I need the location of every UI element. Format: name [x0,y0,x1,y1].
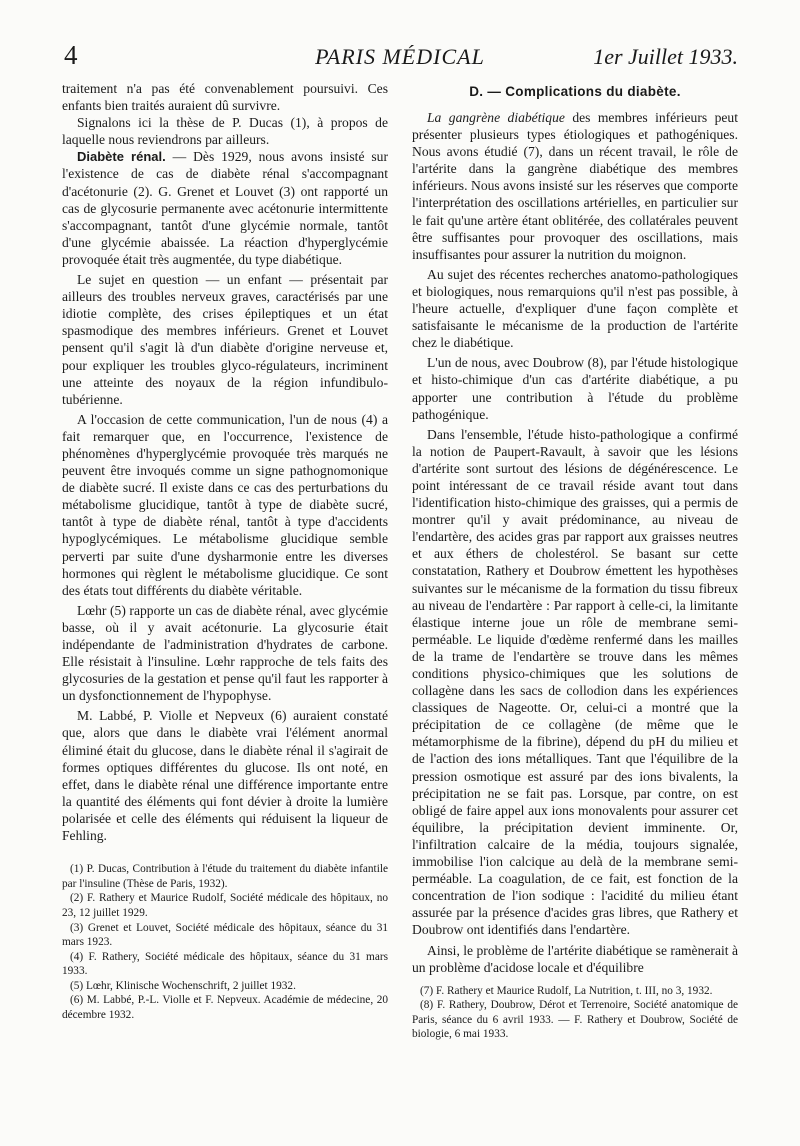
paragraph-gangrene [412,109,738,263]
italic-term: La gangrène diabétique [427,110,565,125]
paragraph: Le sujet en question — un enfant — présentait par ailleurs des troubles nerveux graves, caractérisés par une idiotie complète, des crises épileptiques et un état spasmodique des membres inférieurs. Grenet et Louvet pensent qu'il s'agit là d'un diabète d'origine nerveuse et, pour expliquer les troubles glyco-régulateurs, incriminent une atteinte des noyaux de la région infundibulo-tubérienne. [62,272,388,407]
left-column [62,80,388,1023]
subheading-renal-diabetes: Diabète rénal. [77,149,166,165]
paragraph: Lœhr (5) rapporte un cas de diabète rénal, avec glycémie basse, où il y avait acétonurie. La glycosurie était indépendante de l'administration d'hydrates de carbone. Elle résistait à l'insuline. Lœhr rapproche de tels faits des glycosuries de la gestation et pense qu'il faut les rapporter à un dysfonctionnement de l'hypophyse. [62,602,388,704]
paragraph-text: — Dès 1929, nous avons insisté sur l'existence de cas de diabète rénal s'accompagnant d'acétonurie (2). G. Grenet et Louvet (3) ont rapporté un cas de glycosurie permanente avec acétonurie intermittente s'accompagnant, tantôt d'une glycémie normale, tantôt d'une glycémie abaissée. La réaction d'hyperglycémie provoquée était très augmentée, du type diabétique. [62,149,388,267]
footnote: (1) P. Ducas, Contribution à l'étude du traitement du diabète infantile par l'insuline (Thèse de Paris, 1932). [62,863,388,890]
page-header [62,40,738,76]
paragraph: Ainsi, le problème de l'artérite diabétique se ramènerait à un problème d'acidose locale et d'équilibre [412,942,738,975]
journal-title: PARIS MÉDICAL [315,44,485,69]
section-title: D. — Complications du diabète. [469,84,681,99]
footnote: (7) F. Rathery et Maurice Rudolf, La Nutrition, t. III, no 3, 1932. [420,984,713,997]
paragraph: Dans l'ensemble, l'étude histo-pathologique a confirmé la notion de Paupert-Ravault, à savoir que les lésions d'artérite sont surtout des lésions de dégénérescence. Le point intéressant de ce travail réside avant tout dans l'identification histo-chimique des graisses, qui a permis de montrer qu'il y avait prédominance, au niveau de l'endartère, des acides gras par rapport aux graisses neutres et aux éthers de cholestérol. Se basant sur cette constatation, Rathery et Doubrow émettent les hypothèses suivantes sur le mécanisme de la formation du tissu fibreux au niveau de l'endartère : Par rapport à celle-ci, la limitante élastique interne joue un rôle de membrane semi-perméable. Le liquide d'œdème renfermé dans les mailles de la trame de l'endartère se trouve dans les mêmes conditions physico-chimiques que les solutions de collagène dans les sacs de collodion dans les expériences classiques de Nageotte. Or, celui-ci a montré que la précipitation de ce collagène (de même que le métamorphisme de la fibrine), dépend du pH du milieu et de l'action des ions métalliques. Tant que l'équilibre de la pression osmotique est assuré par des ions bivalents, la précipitation ne se fait pas. Lorsque, par contre, on est obligé de faire appel aux ions monovalents pour assurer cet équilibre, la précipitation devient imminente. Or, l'infiltration calcaire de la média, toujours signalée, immobilise l'ion calcique au delà de la membrane semi-perméable. La coagulation, de ce fait, est fonction de la concentration de l'ion sodique : l'acidité du milieu étant assurée par la présence d'acides gras libres, que Rathery et Doubrow ont identifiés dans l'endartère. [412,426,738,938]
footnote: (6) M. Labbé, P.-L. Violle et F. Nepveux. Académie de médecine, 20 décembre 1932. [62,994,388,1022]
footnote: (5) Lœhr, Klinische Wochenschrift, 2 juillet 1932. [70,979,296,992]
footnote: (4) F. Rathery, Société médicale des hôpitaux, séance du 31 mars 1933. [62,950,388,978]
paragraph: M. Labbé, P. Violle et Nepveux (6) auraient constaté que, alors que dans le diabète vrai l'élément anormal éliminé était du glucose, dans le diabète rénal il s'agirait de formes optiques différentes du glucose. Ils ont noté, en effet, dans le diabète rénal une différence importante entre la quantité des éléments qui font dévier à droite la lumière polarisée et celle des éléments qui réduisent la liqueur de Fehling. [62,708,388,844]
footnote: (8) F. Rathery, Doubrow, Dérot et Terrenoire, Société anatomique de Paris, séance du 6 avril 1933. — F. Rathery et Doubrow, Société de biologie, 6 mai 1933. [412,999,738,1041]
footnote: (3) Grenet et Louvet, Société médicale des hôpitaux, séance du 31 mars 1923. [62,921,388,949]
paragraph: Signalons ici la thèse de P. Ducas (1), à propos de laquelle nous reviendrons par ailleurs. [62,115,388,148]
paragraph: A l'occasion de cette communication, l'un de nous (4) a fait remarquer que, en l'occurrence, l'existence de phénomènes d'hyperglycémie provoquée très marqués ne peuvent être invoqués comme un signe pathognomonique de diabète sucré. Il existe dans ce cas des perturbations du métabolisme glucidique, tantôt à type de diabète sucré, tantôt à type de diabète rénal, tantôt à type d'accidents hypoglycémiques. Le métabolisme glucidique semble perverti par suite d'une dysharmonie entre les diverses hormones qui règlent le métabolisme glucidique. Ce sont des états tout différents du diabète véritable. [62,411,388,598]
footnote: (2) F. Rathery et Maurice Rudolf, Société médicale des hôpitaux, no 23, 12 juillet 1929. [62,892,388,919]
footnotes-right [412,984,738,1042]
paragraph: traitement n'a pas été convenablement poursuivi. Ces enfants bien traités auraient dû survivre. [62,81,388,114]
page-number: 4 [64,40,78,70]
footnotes-left [62,862,388,1023]
paragraph: L'un de nous, avec Doubrow (8), par l'étude histologique et histo-chimique d'un cas d'artérite diabétique, a pu apporter une contribution à l'étude du problème pathogénique. [412,355,738,422]
paragraph: Au sujet des récentes recherches anatomo-pathologiques et biologiques, nous remarquions qu'il n'est pas possible, à l'heure actuelle, d'expliquer d'une façon complète et satisfaisante le mécanisme de la production de l'artérite chez le diabétique. [412,266,738,351]
right-column [412,80,738,1042]
paragraph-text: des membres inférieurs peut présenter plusieurs types étiologiques et pathogéniques. Nous avons étudié (7), dans un récent travail, le rôle de l'artérite dans la gangrène diabétique des membres inférieurs. Nous avons insisté sur les réserves que comporte l'interprétation des oscillations artérielles, en particulier sur le fait qu'une artère étant oblitérée, des collatérales peuvent être suffisantes pour provoquer des oscillations, mais insuffisantes pour assurer la nutrition du moignon. [412,110,738,262]
paragraph-renal-diabetes [62,148,388,268]
issue-date: 1er Juillet 1933. [593,44,738,69]
